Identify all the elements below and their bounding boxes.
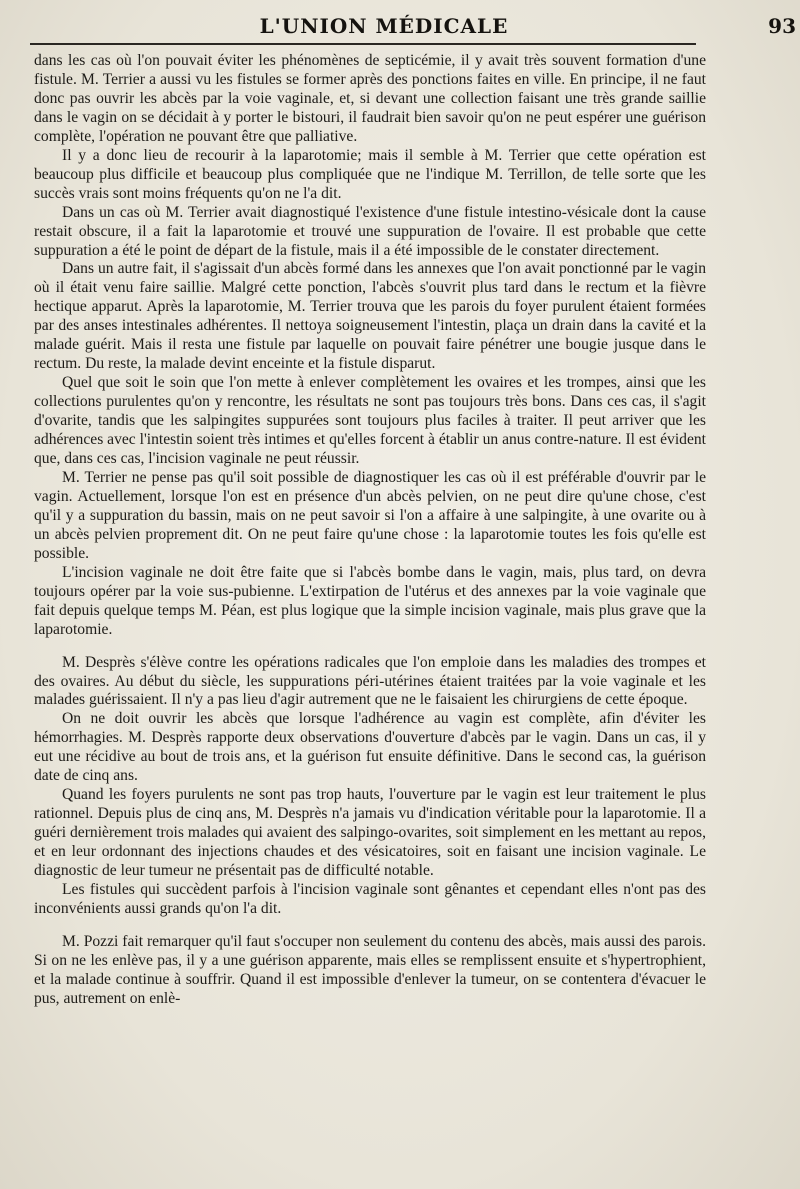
paragraph: Quel que soit le soin que l'on mette à enlever complètement les ovaires et les trompes, ainsi que les collections purulentes qu'on y rencontre, les résultats ne sont pas toujours très bons. Dans ces cas, il s'agit d'ovarite, tandis que les salpingites suppurées sont toujours plus faciles à traiter. Il peut arriver que les adhérences avec l'intestin soient très intimes et qu'elles forcent à établir un anus contre-nature. Il est évident que, dans ces cas, l'incision vaginale ne peut réussir. <box>34 374 707 468</box>
paragraph: dans les cas où l'on pouvait éviter les phénomènes de septicémie, il y avait très souvent formation d'une fistule. M. Terrier a aussi vu les fistules se former après des ponctions faites en ville. En principe, il ne faut donc pas ouvrir les abcès par la voie vaginale, et, si devant une collection faisant une très grande saillie dans le vagin on se décidait à y porter le bistouri, il faudrait bien savoir qu'on ne peut espérer une guérison complète, l'opération ne pouvant être que palliative. <box>34 52 706 145</box>
paragraph: M. Terrier ne pense pas qu'il soit possible de diagnostiquer les cas où il est préférable d'ouvrir par le vagin. Actuellement, lorsque l'on est en présence d'un abcès pelvien, on ne peut dire qu'une chose, c'est qu'il y a suppuration du bassin, mais on ne peut savoir si l'on a affaire à une salpingite, à une ovarite ou à un abcès pelvien proprement dit. On ne peut faire qu'une chose : la laparotomie toutes les fois qu'elle est possible. <box>34 468 706 562</box>
paragraph: On ne doit ouvrir les abcès que lorsque l'adhérence au vagin est complète, afin d'éviter les hémorrhagies. M. Desprès rapporte deux observations d'ouverture d'abcès par le vagin. Dans un cas, il y eut une récidive au bout de trois ans, et la guérison fut ensuite définitive. Dans le second cas, la guérison date de cinq ans. <box>34 710 706 785</box>
article-body <box>34 52 706 1009</box>
running-title: L'UNION MÉDICALE <box>259 14 509 38</box>
paragraph: Il y a donc lieu de recourir à la laparotomie; mais il semble à M. Terrier que cette opération est beaucoup plus difficile et beaucoup plus compliquée que ne l'indique M. Terrillon, de telle sorte que les succès vrais sont moins fréquents qu'on ne l'a dit. <box>34 146 706 202</box>
paragraph: M. Desprès s'élève contre les opérations radicales que l'on emploie dans les maladies des trompes et des ovaires. Au début du siècle, les suppurations péri-utérines étaient traitées par la voie vaginale et les malades guérissaient. Il n'y a pas lieu d'agir autrement que ne le faisaient les chirurgiens de cette époque. <box>34 653 706 709</box>
paragraph: Quand les foyers purulents ne sont pas trop hauts, l'ouverture par le vagin est leur traitement le plus rationnel. Depuis plus de cinq ans, M. Desprès n'a jamais vu d'indication véritable pour la laparotomie. Il a guéri dernièrement trois malades qui avaient des salpingo-ovarites, soit simplement en les mettant au repos, et en leur ordonnant des injections chaudes et des vésicatoires, soit en faisant une incision vaginale. Le diagnostic de leur tumeur ne présentait pas de difficulté notable. <box>34 786 706 880</box>
header-rule <box>30 43 696 45</box>
page-number: 93 <box>768 14 796 38</box>
paragraph: Les fistules qui succèdent parfois à l'incision vaginale sont gênantes et cependant elles n'ont pas des inconvénients aussi grands qu'on l'a dit. <box>34 880 706 917</box>
page-header <box>34 14 796 40</box>
paragraph: Dans un autre fait, il s'agissait d'un abcès formé dans les annexes que l'on avait ponctionné par le vagin où il était venu faire saillie. Malgré cette ponction, l'abcès s'ouvrit plus tard dans le rectum et la fièvre hectique apparut. Après la laparotomie, M. Terrier trouva que les parois du foyer purulent étaient formées par des anses intestinales adhérentes. Il nettoya soigneusement l'intestin, plaça un drain dans la cavité et la malade guérit. Mais il resta une fistule par laquelle on pouvait faire pénétrer une bougie jusque dans le rectum. Du reste, la malade devint enceinte et la fistule disparut. <box>34 260 706 373</box>
paragraph: L'incision vaginale ne doit être faite que si l'abcès bombe dans le vagin, mais, plus tard, on devra toujours opérer par la voie sus-pubienne. L'extirpation de l'utérus et des annexes par la voie vaginale que fait depuis quelque temps M. Péan, est plus logique que la simple incision vaginale, mais plus grave que la laparotomie. <box>34 563 706 638</box>
paragraph: Dans un cas où M. Terrier avait diagnostiqué l'existence d'une fistule intestino-vésicale dont la cause restait obscure, il a fait la laparotomie et trouvé une suppuration de l'ovaire. Il est probable que cette suppuration a été le point de départ de la fistule, mais il a été impossible de le constater directement. <box>34 203 706 259</box>
paragraph: M. Pozzi fait remarquer qu'il faut s'occuper non seulement du contenu des abcès, mais aussi des parois. Si on ne les enlève pas, il y a une guérison apparente, mais elles se remplissent ensuite et s'hypertrophient, et la malade continue à souffrir. Quand il est impossible d'enlever la tumeur, on se contentera d'évacuer le pus, autrement on enlè- <box>34 932 706 1007</box>
